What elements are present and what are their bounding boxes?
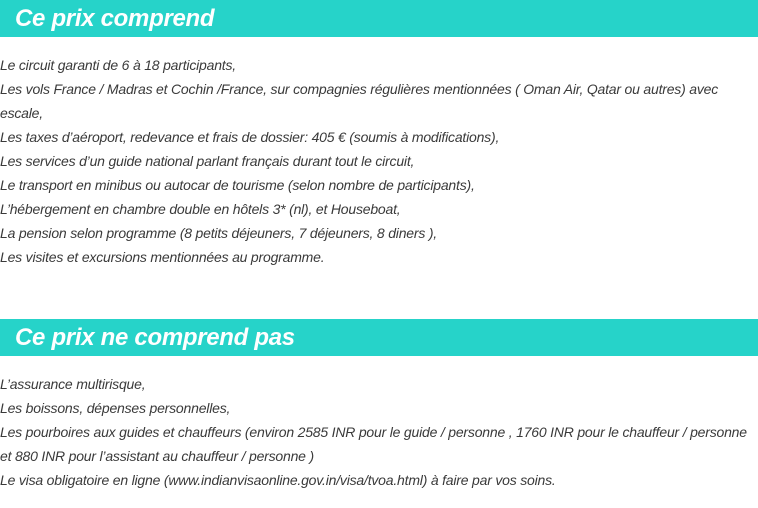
list-item: L’assurance multirisque, (0, 376, 146, 392)
list-item: Le visa obligatoire en ligne (www.indianvisaonline.gov.in/visa/tvoa.html) à faire par vos soins. (0, 472, 556, 488)
list-item: Les vols France / Madras et Cochin /France, sur compagnies régulières mentionnées ( Oman Air, Qatar ou autres) avec escale, (0, 81, 719, 121)
included-heading: Ce prix comprend (15, 4, 215, 32)
list-item: Les taxes d’aéroport, redevance et frais de dossier: 405 € (soumis à modifications), (0, 129, 500, 145)
excluded-header-band (0, 319, 758, 356)
list-item: Les visites et excursions mentionnées au programme. (0, 249, 325, 265)
list-item: L’hébergement en chambre double en hôtels 3* (nl), et Houseboat, (0, 201, 401, 217)
list-item: Le transport en minibus ou autocar de tourisme (selon nombre de participants), (0, 177, 475, 193)
list-item: Les pourboires aux guides et chauffeurs (environ 2585 INR pour le guide / personne , 1760 INR pour le chauffeur / personne et 880 INR pour l’assistant au chauffeur / personne ) (0, 424, 747, 464)
included-list (0, 53, 752, 269)
list-item: La pension selon programme (8 petits déjeuners, 7 déjeuners, 8 diners ), (0, 225, 437, 241)
list-item: Les boissons, dépenses personnelles, (0, 400, 231, 416)
excluded-heading: Ce prix ne comprend pas (15, 323, 295, 351)
list-item: Les services d’un guide national parlant français durant tout le circuit, (0, 153, 415, 169)
included-header-band (0, 0, 758, 37)
excluded-list (0, 372, 752, 492)
list-item: Le circuit garanti de 6 à 18 participants, (0, 57, 236, 73)
